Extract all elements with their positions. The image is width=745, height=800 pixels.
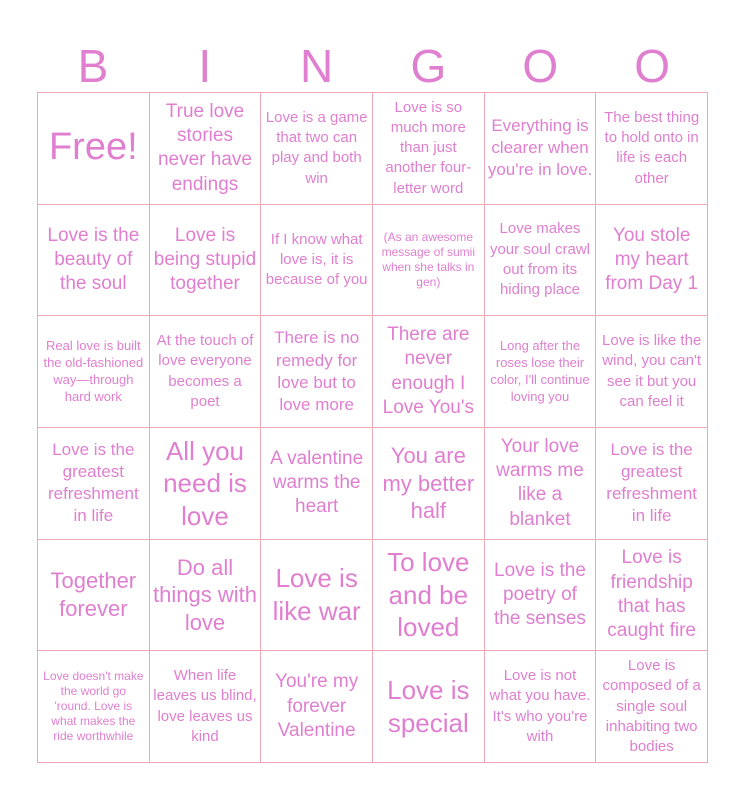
cell-text: When life leaves us blind, love leaves us kind: [153, 667, 257, 745]
cell-text: There are never enough I Love You's: [382, 324, 474, 418]
bingo-cell[interactable]: [261, 651, 373, 763]
bingo-cell[interactable]: [485, 651, 597, 763]
bingo-cell[interactable]: [150, 651, 262, 763]
bingo-header: [37, 38, 708, 94]
bingo-cell[interactable]: [596, 651, 708, 763]
bingo-cell[interactable]: [38, 651, 150, 763]
header-letter-b: B: [77, 40, 109, 92]
bingo-cell[interactable]: [150, 205, 262, 317]
cell-text: All you need is love: [163, 435, 247, 531]
cell-text: There is no remedy for love but to love more: [274, 328, 360, 414]
bingo-cell[interactable]: [38, 428, 150, 540]
bingo-cell[interactable]: [485, 205, 597, 317]
bingo-cell[interactable]: [150, 540, 262, 652]
cell-text: Love doesn't make the world go 'round. Love is what makes the ride worthwhile: [43, 669, 144, 744]
cell-text: You stole my heart from Day 1: [605, 224, 699, 295]
bingo-cell[interactable]: [596, 428, 708, 540]
bingo-cell[interactable]: [373, 540, 485, 652]
cell-text: You are my better half: [382, 443, 475, 524]
cell-text: Everything is clearer when you're in love.: [487, 116, 593, 180]
bingo-cell[interactable]: [485, 540, 597, 652]
cell-text: Long after the roses lose their color, I'll continue loving you: [490, 337, 590, 404]
bingo-cell[interactable]: [373, 93, 485, 205]
bingo-cell[interactable]: [485, 316, 597, 428]
cell-text: Your love warms me like a blanket: [496, 435, 584, 530]
cell-text: Do all things with love: [153, 554, 257, 635]
cell-text: You're my forever Valentine: [275, 671, 359, 741]
bingo-cell[interactable]: [485, 93, 597, 205]
cell-text: The best thing to hold onto in life is each other: [604, 108, 700, 187]
cell-text: Love is special: [387, 675, 470, 738]
cell-text: Love is like the wind, you can't see it but you can feel it: [602, 332, 702, 410]
bingo-cell[interactable]: [373, 428, 485, 540]
bingo-cell[interactable]: [596, 316, 708, 428]
cell-text: Love is the beauty of the soul: [47, 224, 140, 295]
bingo-cell[interactable]: [38, 316, 150, 428]
cell-text: Love is the poetry of the senses: [494, 559, 586, 630]
bingo-cell[interactable]: [38, 205, 150, 317]
cell-text: True love stories never have endings: [157, 100, 252, 195]
cell-text: If I know what love is, it is because of you: [265, 230, 368, 289]
cell-text: To love and be loved: [387, 547, 470, 643]
bingo-cell[interactable]: [373, 316, 485, 428]
bingo-cell[interactable]: [596, 540, 708, 652]
cell-text: Love is friendship that has caught fire: [607, 547, 697, 642]
bingo-cell[interactable]: [596, 205, 708, 317]
cell-text: Love is the greatest refreshment in life: [47, 440, 139, 526]
bingo-cell[interactable]: [373, 205, 485, 317]
cell-text: Love is like war: [272, 563, 361, 626]
header-letter-o-2: O: [634, 40, 670, 92]
bingo-cell-free[interactable]: [38, 93, 150, 205]
cell-text: Love is a game that two can play and both win: [265, 108, 368, 187]
bingo-cell[interactable]: [261, 93, 373, 205]
bingo-cell[interactable]: [150, 428, 262, 540]
bingo-cell[interactable]: [261, 540, 373, 652]
cell-text: Love makes your soul crawl out from its hiding place: [489, 220, 591, 299]
cell-text: Love is composed of a single soul inhabiting two bodies: [602, 657, 701, 756]
cell-text: Love is so much more than just another four-letter word: [385, 98, 472, 197]
bingo-cell[interactable]: [150, 316, 262, 428]
bingo-cell[interactable]: [150, 93, 262, 205]
header-letter-g: G: [410, 40, 447, 92]
header-letter-i: I: [198, 40, 212, 92]
bingo-cell[interactable]: [261, 428, 373, 540]
cell-text: Love is not what you have. It's who you're with: [489, 667, 591, 745]
cell-text: A valentine warms the heart: [270, 447, 364, 518]
cell-text: Love is being stupid together: [153, 224, 257, 295]
cell-text: Love is the greatest refreshment in life: [606, 440, 697, 526]
header-letter-n: N: [299, 40, 334, 92]
bingo-cell[interactable]: [38, 540, 150, 652]
bingo-board: [37, 92, 708, 763]
header-letter-o: O: [522, 40, 559, 92]
cell-text: Free!: [48, 126, 138, 169]
cell-text: Together forever: [50, 568, 137, 621]
cell-text: (As an awesome message of sumii when she talks in gen): [381, 229, 475, 289]
bingo-cell[interactable]: [261, 205, 373, 317]
bingo-cell[interactable]: [485, 428, 597, 540]
bingo-cell[interactable]: [373, 651, 485, 763]
cell-text: At the touch of love everyone becomes a poet: [156, 332, 254, 410]
cell-text: Real love is built the old-fashioned way—through hard work: [43, 337, 144, 404]
bingo-cell[interactable]: [596, 93, 708, 205]
bingo-cell[interactable]: [261, 316, 373, 428]
